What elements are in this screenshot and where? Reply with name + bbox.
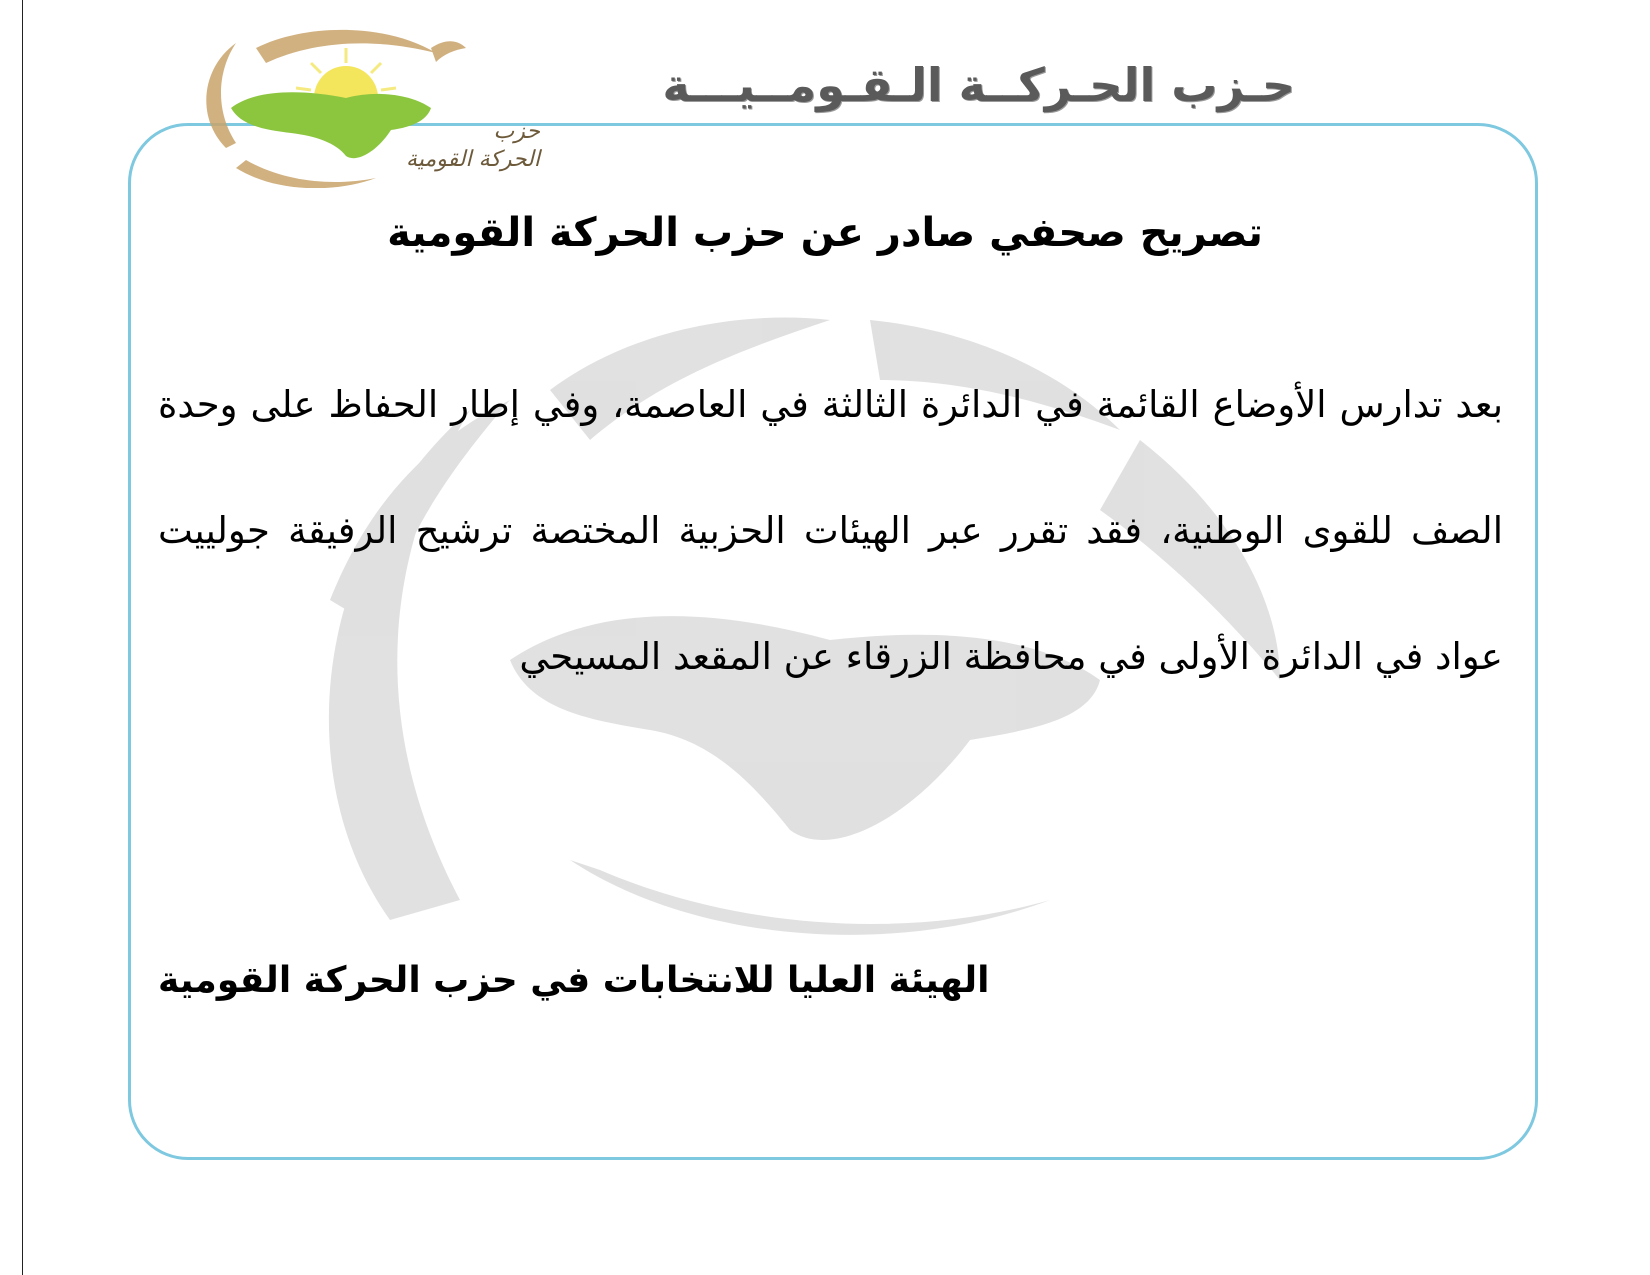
document-body: بعد تدارس الأوضاع القائمة في الدائرة الثالثة في العاصمة، وفي إطار الحفاظ على وحدة الصف للقوى الوطنية، فقد تقرر عبر الهيئات الحزبية المختصة ترشيح الرفيقة جولييت عواد في الدائرة الأولى في محافظة الزرقاء عن المقعد المسيحي bbox=[158, 383, 1503, 678]
logo-wordmark-line1: حزب bbox=[493, 119, 540, 144]
logo-wordmark-line2: الحركة القومية bbox=[406, 147, 540, 172]
letterhead-party-name: حـزب الحـركــة الـقـومــيـــة bbox=[662, 58, 1295, 112]
logo-wordmark bbox=[320, 118, 540, 174]
document-title: تصريح صحفي صادر عن حزب الحركة القومية bbox=[387, 210, 1263, 256]
page-edge-line bbox=[22, 0, 23, 1275]
document-signature: الهيئة العليا للانتخابات في حزب الحركة القومية bbox=[158, 960, 990, 1001]
